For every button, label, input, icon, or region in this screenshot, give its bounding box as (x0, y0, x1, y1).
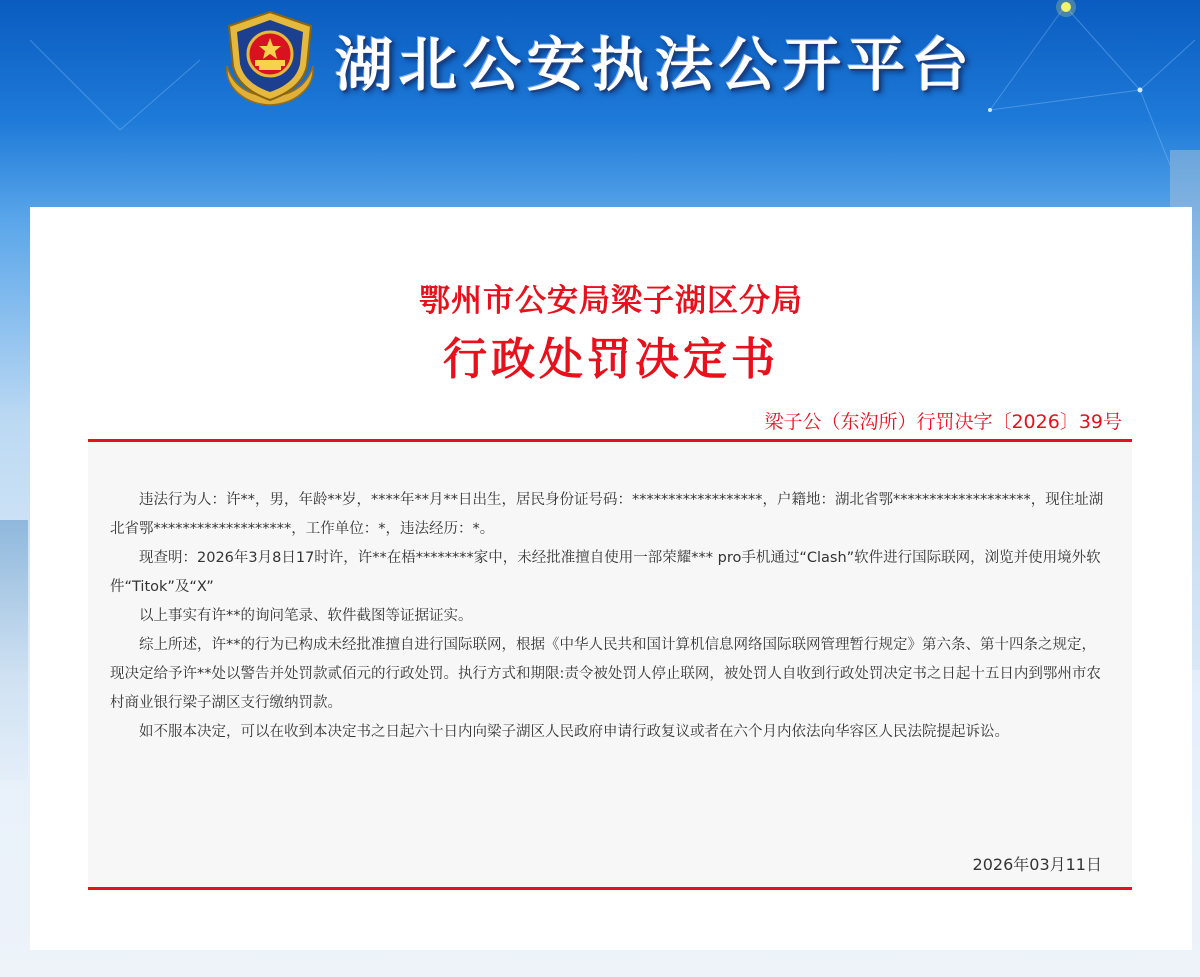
paragraph-findings: 现查明：2026年3月8日17时许，许**在梧********家中，未经批准擅自使用一部荣耀*** pro手机通过“Clash”软件进行国际联网，浏览并使用境外软件“Titok”及“X” (110, 550, 1101, 595)
document-title: 行政处罚决定书 (443, 334, 779, 385)
site-banner (0, 0, 1200, 210)
document-number: 梁子公（东沟所）行罚决字〔2026〕39号 (764, 411, 1122, 433)
paragraph-offender: 违法行为人：许**，男，年龄**岁，****年**月**日出生，居民身份证号码：******************，户籍地：湖北省鄂*******************，现住址湖北省鄂*******************，工作单位：*，违法经历：*。 (110, 492, 1104, 537)
document-body (88, 442, 1132, 887)
issuing-agency: 鄂州市公安局梁子湖区分局 (419, 283, 803, 319)
paragraph-appeal: 如不服本决定，可以在收到本决定书之日起六十日内向梁子湖区人民政府申请行政复议或者在六个月内依法向华容区人民法院提起诉讼。 (139, 724, 1009, 740)
document-text (110, 486, 1110, 747)
police-emblem-icon (215, 8, 325, 108)
document-date: 2026年03月11日 (972, 855, 1102, 874)
left-background-decoration (0, 520, 28, 780)
bottom-red-rule (88, 887, 1132, 890)
document-card (30, 207, 1192, 950)
paragraph-evidence: 以上事实有许**的询问笔录、软件截图等证据证实。 (139, 608, 473, 624)
site-title: 湖北公安执法公开平台 (335, 31, 976, 99)
paragraph-decision: 综上所述，许**的行为已构成未经批准擅自进行国际联网，根据《中华人民共和国计算机信息网络国际联网管理暂行规定》第六条、第十四条之规定，现决定给予许**处以警告并处罚款贰佰元的行政处罚。执行方式和期限:责令被处罚人停止联网，被处罚人自收到行政处罚决定书之日起十五日内到鄂州市农村商业银行梁子湖区支行缴纳罚款。 (110, 637, 1101, 711)
